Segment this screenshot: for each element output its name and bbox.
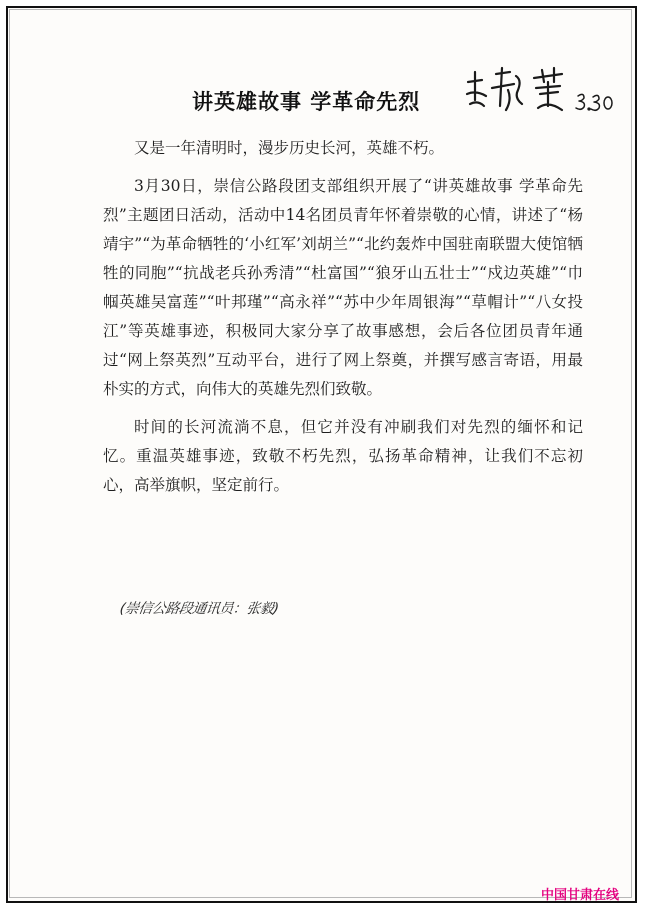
document-title: 讲英雄故事 学革命先烈 (192, 90, 421, 114)
paragraph-activity: 3月30日，崇信公路段团支部组织开展了“讲英雄故事 学革命先烈”主题团日活动，活动中14名团员青年怀着崇敬的心情，讲述了“杨靖宇”“为革命牺牲的‘小红军’刘胡兰”“北约轰炸中国驻南联盟大使馆牺牲的同胞”“抗战老兵孙秀清”“杜富国”“狼牙山五壮士”“戍边英雄”“巾帼英雄吴富莲”“叶邦瑾”“高永祥”“苏中少年周银海”“草帽计”“八女投江”等英雄事迹，积极同大家分享了故事感想，会后各位团员青年通过“网上祭英烈”互动平台，进行了网上祭奠，并撰写感言寄语，用最朴实的方式，向伟大的英雄先烈们致敬。 (103, 177, 583, 398)
site-watermark: 中国甘肃在线 (541, 888, 620, 903)
paragraph-intro: 又是一年清明时，漫步历史长河，英雄不朽。 (134, 139, 445, 157)
paragraph-closing: 时间的长河流淌不息，但它并没有冲刷我们对先烈的缅怀和记忆。重温英雄事迹，致敬不朽先烈，弘扬革命精神，让我们不忘初心，高举旗帜，坚定前行。 (103, 418, 583, 494)
document-body (103, 134, 583, 509)
author-attribution: (崇信公路段通讯员：张毅) (118, 601, 280, 617)
handwritten-signature (462, 60, 622, 124)
